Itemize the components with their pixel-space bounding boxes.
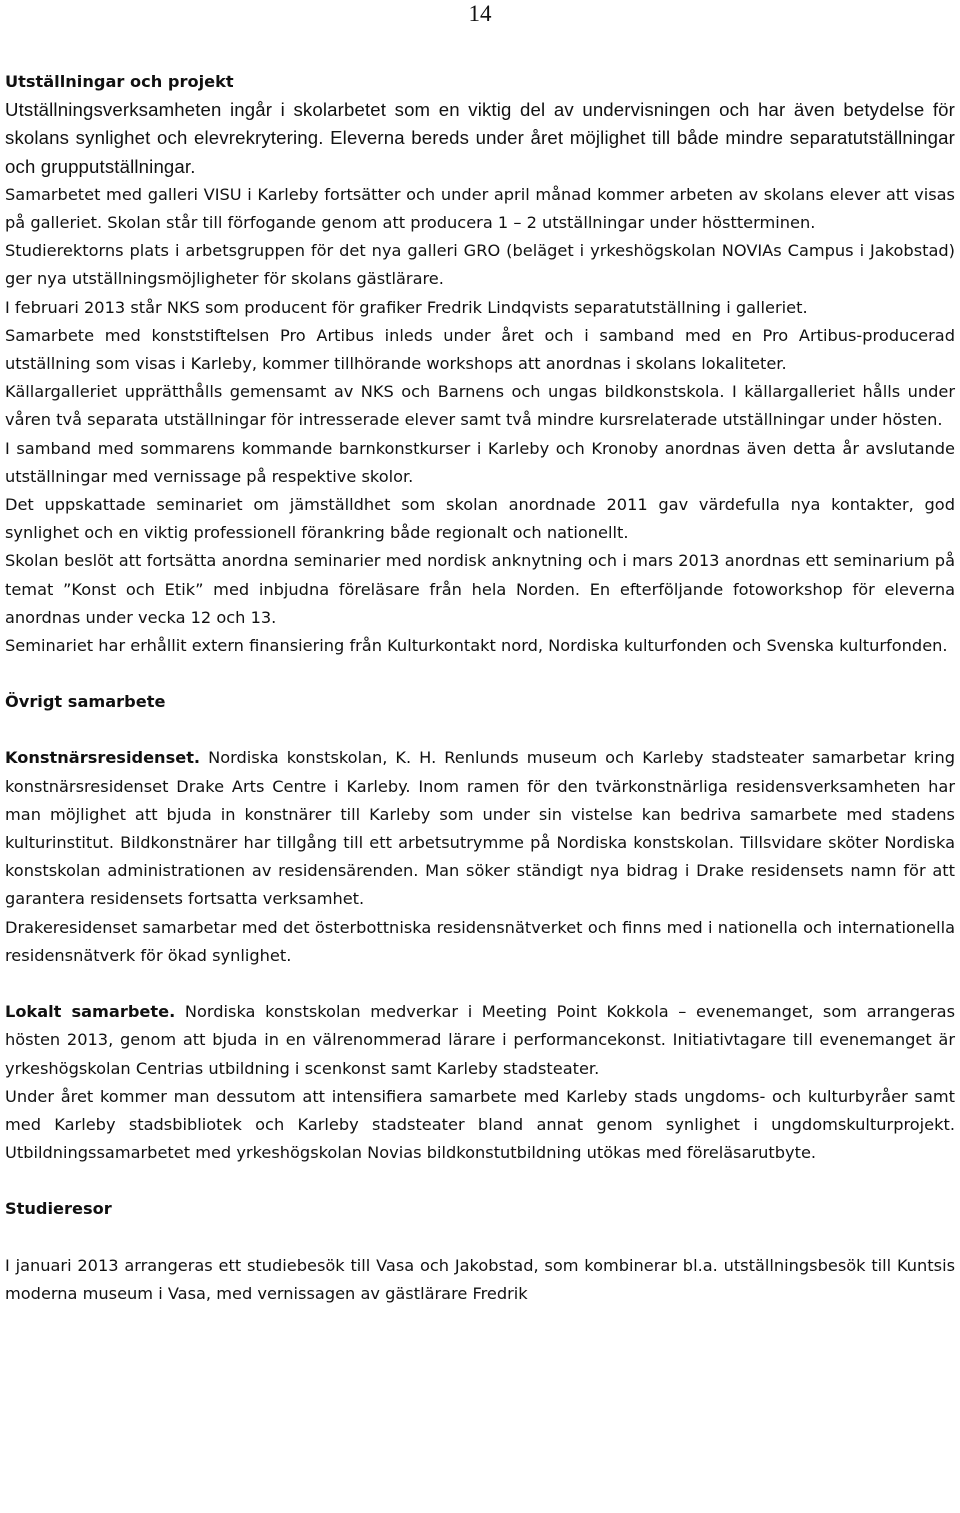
paragraph: Utställningsverksamheten ingår i skolarbetet som en viktig del av undervisningen och har även betydelse för skolans synlighet och elevrekrytering. Eleverna bereds under året möjlighet till både mindre separatutställningar och grupputställningar. bbox=[5, 99, 955, 177]
spacer bbox=[5, 716, 955, 744]
spacer bbox=[5, 1224, 955, 1252]
section-heading-study-trips: Studieresor bbox=[5, 1199, 112, 1219]
page-number: 14 bbox=[468, 1, 492, 26]
paragraph: I samband med sommarens kommande barnkonstkurser i Karleby och Kronoby anordnas även detta år avslutande utställningar med vernissage på respektive skolor. bbox=[5, 438, 955, 486]
document-body bbox=[5, 68, 955, 1308]
section-heading-exhibitions: Utställningar och projekt bbox=[5, 72, 234, 91]
paragraph-text: Nordiska konstskolan, K. H. Renlunds museum och Karleby stadsteater samarbetar kring konstnärsresidenset Drake Arts Centre i Karleby. Inom ramen för den tvärkonstnärliga residensverksamheten har man möjlighet att bjuda in konstnärer till Karleby som under sin vistelse kan bedriva samarbete med stadens kulturinstitut. Bildkonstnärer har tillgång till ett arbetsutrymme på Nordiska konstskolan. Tillsvidare sköter Nordiska konstskolan administrationen av residensärenden. Man söker ständigt nya bidrag i Drake residensets namn för att garantera residensets fortsatta verksamhet. bbox=[5, 748, 955, 909]
paragraph: Samarbetet med galleri VISU i Karleby fortsätter och under april månad kommer arbeten av skolans elever att visas på galleriet. Skolan står till förfogande genom att producera 1 – 2 utställningar under höstterminen. bbox=[5, 184, 955, 233]
paragraph bbox=[5, 744, 955, 913]
paragraph: Seminariet har erhållit extern finansiering från Kulturkontakt nord, Nordiska kulturfonden och Svenska kulturfonden. bbox=[5, 636, 948, 656]
paragraph-text: Nordiska konstskolan medverkar i Meeting Point Kokkola – evenemanget, som arrangeras hösten 2013, genom att bjuda in en välrenommerad lärare i performancekonst. Initiativtagare till evenemanget är yrkeshögskolan Centrias utbildning i scenkonst samt Karleby stadsteater. bbox=[5, 1002, 956, 1078]
spacer bbox=[5, 1167, 955, 1195]
paragraph: Skolan beslöt att fortsätta anordna seminarier med nordisk anknytning och i mars 2013 anordnas ett seminarium på temat ”Konst och Etik” med inbjudna föreläsare från hela Norden. En efterföljande fotoworkshop för eleverna anordnas under vecka 12 och 13. bbox=[5, 551, 955, 627]
spacer bbox=[5, 970, 955, 998]
paragraph bbox=[5, 998, 955, 1083]
paragraph-lead: Konstnärsresidenset. bbox=[5, 748, 201, 768]
paragraph: Studierektorns plats i arbetsgruppen för det nya galleri GRO (beläget i yrkeshögskolan NOVIAs Campus i Jakobstad) ger nya utställningsmöjligheter för skolans gästlärare. bbox=[5, 241, 955, 289]
paragraph: Det uppskattade seminariet om jämställdhet som skolan anordnade 2011 gav värdefulla nya kontakter, god synlighet och en viktig professionell förankring både regionalt och nationellt. bbox=[5, 495, 955, 543]
paragraph: Samarbete med konststiftelsen Pro Artibus inleds under året och i samband med en Pro Artibus-producerad utställning som visas i Karleby, kommer tillhörande workshops att anordnas i skolans lokaliteter. bbox=[5, 325, 955, 374]
spacer bbox=[5, 660, 955, 688]
paragraph: Drakeresidenset samarbetar med det österbottniska residensnätverket och finns med i nationella och internationella residensnätverk för ökad synlighet. bbox=[5, 917, 955, 965]
paragraph: Källargalleriet upprätthålls gemensamt av NKS och Barnens och ungas bildkonstskola. I källargalleriet hålls under våren två separata utställningar för intresserade elever samt två mindre kursrelaterade utställningar under hösten. bbox=[5, 382, 955, 430]
paragraph: Under året kommer man dessutom att intensifiera samarbete med Karleby stads ungdoms- och kulturbyråer samt med Karleby stadsbibliotek och Karleby stadsteater bland annat genom synlighet i ungdomskulturprojekt. Utbildningssamarbetet med yrkeshögskolan Novias bildkonstutbildning utökas med föreläsarutbyte. bbox=[5, 1086, 955, 1163]
paragraph-lead: Lokalt samarbete. bbox=[5, 1002, 176, 1022]
paragraph: I januari 2013 arrangeras ett studiebesök till Vasa och Jakobstad, som kombinerar bl.a. utställningsbesök till Kuntsis moderna museum i Vasa, med vernissagen av gästlärare Fredrik bbox=[5, 1255, 955, 1303]
section-heading-other-cooperation: Övrigt samarbete bbox=[5, 692, 166, 712]
paragraph: I februari 2013 står NKS som producent för grafiker Fredrik Lindqvists separatutställning i galleriet. bbox=[5, 297, 808, 317]
